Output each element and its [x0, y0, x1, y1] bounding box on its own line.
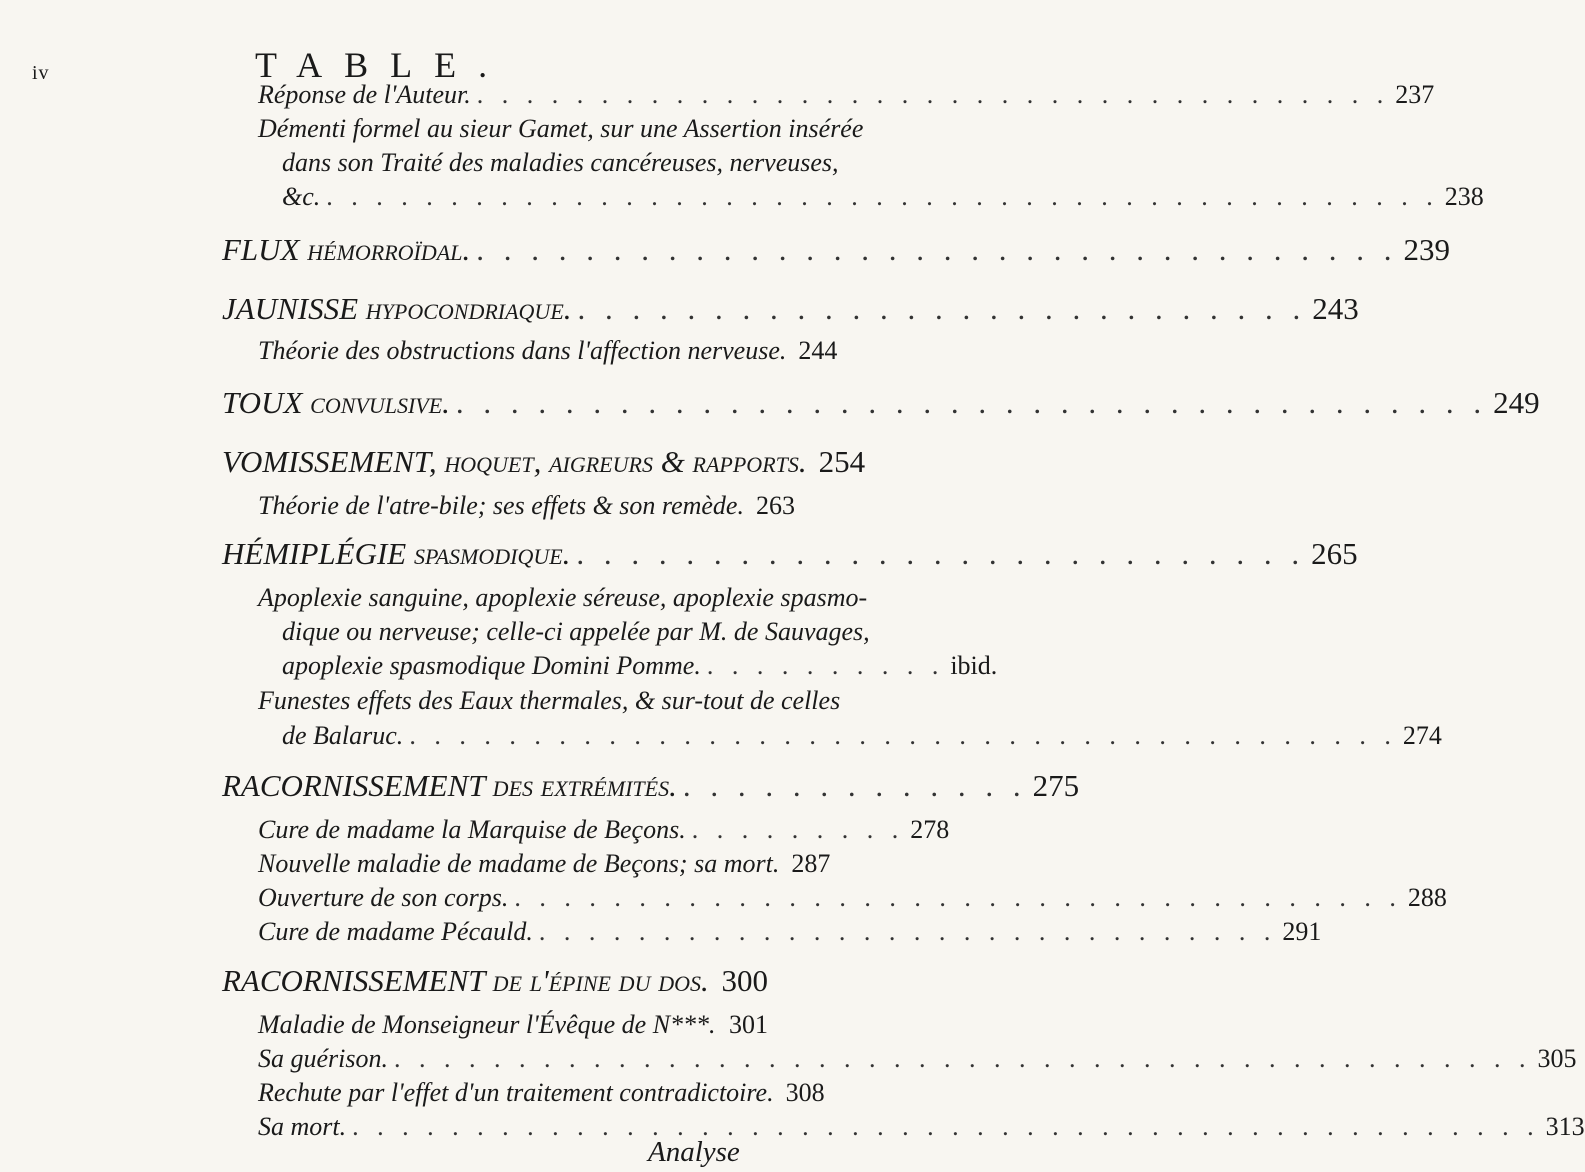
- entry-text: Théorie de l'atre-bile; ses effets & son remède.: [258, 491, 744, 520]
- entry-page: 239: [1403, 232, 1450, 267]
- entry-page: 288: [1407, 883, 1447, 912]
- page-folio: iv: [32, 62, 50, 84]
- entry-text: FLUX hémorroïdal.: [222, 232, 471, 267]
- entry-page: 244: [798, 336, 838, 365]
- entry-text: Maladie de Monseigneur l'Évêque de N***.: [258, 1010, 716, 1039]
- entry-text: Sa guérison.: [258, 1044, 388, 1073]
- toc-entry: [258, 917, 1322, 947]
- entry-page: 300: [721, 963, 768, 998]
- entry-text: apoplexie spasmodique Domini Pomme.: [282, 651, 701, 680]
- entry-page: 313: [1545, 1112, 1585, 1141]
- toc-entry: [258, 815, 950, 845]
- entry-text: HÉMIPLÉGIE spasmodique.: [222, 536, 571, 571]
- entry-page: 278: [910, 815, 950, 844]
- toc-entry: [258, 491, 795, 521]
- entry-page: 287: [791, 849, 831, 878]
- entry-text: JAUNISSE hypocondriaque.: [222, 291, 572, 326]
- catchword: Analyse: [648, 1136, 740, 1168]
- entry-page: 249: [1493, 385, 1540, 420]
- entry-text: Ouverture de son corps.: [258, 883, 509, 912]
- dot-leader: . . . . . . . . . . . . . . . . . . . . . . . . . . . . . . . . . .: [476, 232, 1398, 267]
- entry-text: Nouvelle maladie de madame de Beçons; sa mort.: [258, 849, 780, 878]
- entry-text: &c.: [282, 182, 321, 211]
- running-title: TABLE.: [255, 45, 510, 85]
- dot-leader: [722, 1010, 723, 1040]
- toc-entry: [258, 336, 838, 366]
- dot-leader: . . . . . . . . . . . . . . . . . . . . . . . . . . . . . . . . . . . . . . . .: [409, 721, 1397, 750]
- entry-text: Réponse de l'Auteur.: [258, 80, 471, 109]
- dot-leader: . . . . . . . . . . . . . . . . . . . . . . . . . . . . . . . . . . . . . . . . . . . . . .: [394, 1044, 1532, 1073]
- toc-entry: [258, 1010, 768, 1040]
- entry-page: 238: [1444, 182, 1484, 211]
- toc-entry: [282, 182, 1484, 212]
- dot-leader: . . . . . . . . . . . . . . . . . . . . . . . . . . . . . . . . . . . . . . . . . . . . .: [326, 182, 1439, 211]
- entry-page: 274: [1402, 721, 1442, 750]
- toc-heading: [222, 768, 1080, 804]
- dot-leader: . . . . . . . . . .: [706, 651, 945, 680]
- toc-entry: [258, 849, 831, 879]
- entry-line: Apoplexie sanguine, apoplexie séreuse, apoplexie spasmo-: [258, 583, 868, 612]
- dot-leader: . . . . . . . . . . . . . . . . . . . . . . . . . . . . . . . . . . . . . .: [455, 385, 1488, 420]
- entry-text: Théorie des obstructions dans l'affection nerveuse.: [258, 336, 787, 365]
- entry-page: 308: [785, 1078, 825, 1107]
- entry-line: Démenti formel au sieur Gamet, sur une Assertion insérée: [258, 114, 864, 143]
- toc-entry: [258, 1044, 1577, 1074]
- dot-leader: [715, 963, 716, 999]
- toc-entry: [282, 721, 1442, 751]
- entry-text: TOUX convulsive.: [222, 385, 450, 420]
- toc-entry: [258, 1078, 825, 1108]
- toc-heading: [222, 536, 1358, 572]
- entry-page: 265: [1311, 536, 1358, 571]
- entry-line: dans son Traité des maladies cancéreuses, nerveuses,: [282, 148, 839, 177]
- dot-leader: . . . . . . . . . . . . . . . . . . . . . . . . . . . . . . . . . . . . .: [476, 80, 1390, 109]
- toc-heading: [222, 291, 1359, 327]
- dot-leader: . . . . . . . . .: [691, 815, 905, 844]
- toc-entry: [258, 883, 1447, 913]
- entry-text: RACORNISSEMENT de l'épine du dos.: [222, 963, 709, 998]
- toc-entry: [258, 80, 1435, 110]
- dot-leader: . . . . . . . . . . . . . . . . . . . . . . . . . . . . . . . . . . . . . . . . . . . . . . . .: [352, 1112, 1540, 1141]
- entry-page: 301: [729, 1010, 768, 1039]
- toc-heading: [222, 963, 768, 999]
- toc-entry: [282, 651, 998, 681]
- entry-line: Funestes effets des Eaux thermales, & sur-tout de celles: [258, 686, 841, 715]
- toc-heading: [222, 385, 1540, 421]
- entry-text: Cure de madame la Marquise de Beçons.: [258, 815, 686, 844]
- entry-text: RACORNISSEMENT des extrémités.: [222, 768, 677, 803]
- dot-leader: . . . . . . . . . . . . . . . . . . . . . . . . . . .: [577, 291, 1307, 326]
- dot-leader: . . . . . . . . . . . . . . . . . . . . . . . . . . . . . . . . . . . .: [514, 883, 1402, 912]
- entry-page: 237: [1395, 80, 1435, 109]
- entry-line: dique ou nerveuse; celle-ci appelée par M. de Sauvages,: [282, 617, 870, 646]
- entry-page: 275: [1032, 768, 1080, 803]
- dot-leader: . . . . . . . . . . . . . . . . . . . . . . . . . . .: [576, 536, 1306, 571]
- entry-page: 305: [1537, 1044, 1577, 1073]
- entry-text: Rechute par l'effet d'un traitement contradictoire.: [258, 1078, 774, 1107]
- toc-heading: [222, 444, 866, 480]
- entry-page: 243: [1312, 291, 1359, 326]
- dot-leader: . . . . . . . . . . . . . . . . . . . . . . . . . . . . . .: [538, 917, 1277, 946]
- entry-text: Cure de madame Pécauld.: [258, 917, 533, 946]
- toc-heading: [222, 232, 1450, 268]
- entry-text: VOMISSEMENT, hoquet, aigreurs & rapports.: [222, 444, 807, 479]
- entry-page: 254: [818, 444, 866, 479]
- entry-page: 291: [1282, 917, 1322, 946]
- entry-text: de Balaruc.: [282, 721, 404, 750]
- entry-page: ibid.: [950, 651, 998, 680]
- entry-text: Sa mort.: [258, 1112, 347, 1141]
- entry-page: 263: [755, 491, 795, 520]
- dot-leader: . . . . . . . . . . . . .: [682, 768, 1027, 803]
